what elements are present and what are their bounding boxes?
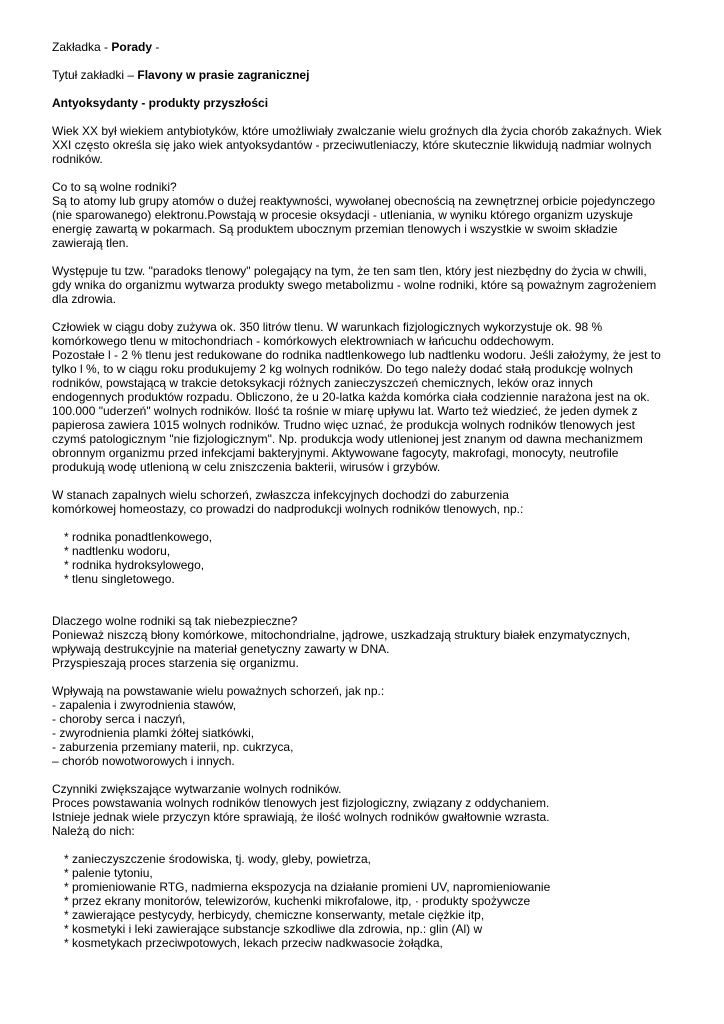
text-line: dla zdrowia. [52, 292, 117, 306]
intro-paragraph [52, 124, 692, 166]
title-line [52, 68, 692, 82]
text-line: papierosa zawiera 1015 wolnych rodników. Trudno więc uznać, że produkcja wolnych rodników tlenowych jest [52, 418, 635, 432]
text-line: obronnym organizmu przed infekcjami bakteryjnymi. Aktywowane fagocyty, makrofagi, monocyty, neutrofile [52, 446, 619, 460]
title-prefix: Tytuł zakładki – [52, 68, 138, 82]
text-line: wpływają destrukcyjnie na materiał genetyczny zawarty w DNA. [52, 642, 390, 656]
tab-prefix: Zakładka - [52, 40, 112, 54]
text-line: Wpływają na powstawanie wielu poważnych schorzeń, jak np.: [52, 684, 385, 698]
list-item: * tlenu singletowego. [64, 572, 175, 586]
list-item: * palenie tytoniu, [64, 866, 153, 880]
text-line: rodników. [52, 152, 103, 166]
list-item: - zwyrodnienia plamki żółtej siatkówki, [52, 726, 255, 740]
text-line: Są to atomy lub grupy atomów o dużej reaktywności, wywołanej obecnością na zewnętrznej orbicie pojedynczego [52, 194, 655, 208]
document-page [52, 40, 692, 950]
text-line: komórkowego tlenu w mitochondriach - komórkowych elektrowniach w łańcuchu oddechowym. [52, 334, 555, 348]
tab-suffix: - [152, 40, 160, 54]
paradox-paragraph [52, 264, 692, 306]
text-line: Należą do nich: [52, 824, 135, 838]
text-line: zawierają tlen. [52, 236, 129, 250]
text-line: tylko l %, to w ciągu roku produkujemy 2 kg wolnych rodników. Do tego należy dodać stałą produkcję wolnych [52, 362, 633, 376]
text-line: (nie sparowanego) elektronu.Powstają w procesie oksydacji - utleniania, w wyniku którego organizm uzyskuje [52, 208, 633, 222]
text-line: Wiek XX był wiekiem antybiotyków, które umożliwiały zwalczanie wielu groźnych dla życia chorób zakaźnych. Wiek [52, 124, 662, 138]
list-item: * rodnika ponadtlenkowego, [64, 530, 213, 544]
text-line: Występuje tu tzw. "paradoks tlenowy" polegający na tym, że ten sam tlen, który jest niezbędny do życia w chwili, [52, 264, 647, 278]
text-line: produkują wodę utlenioną w celu zniszczenia bakterii, wirusów i grzybów. [52, 460, 441, 474]
list-item: - zapalenia i zwyrodnienia stawów, [52, 698, 237, 712]
list-item: * zanieczyszczenie środowiska, tj. wody, gleby, powietrza, [64, 852, 372, 866]
section-heading: Antyoksydanty - produkty przyszłości [52, 96, 269, 110]
text-line: Proces powstawania wolnych rodników tlenowych jest fizjologiczny, związany z oddychaniem. [52, 796, 550, 810]
list-item: - choroby serca i naczyń, [52, 712, 186, 726]
text-line: rodników, powstającą w trakcie detoksykacji różnych zanieczyszczeń chemicznych, leków oraz innych [52, 376, 593, 390]
list-item: – chorób nowotworowych i innych. [52, 754, 235, 768]
text-line: W stanach zapalnych wielu schorzeń, zwłaszcza infekcyjnych dochodzi do zaburzenia [52, 488, 509, 502]
text-line: Ponieważ niszczą błony komórkowe, mitochondrialne, jądrowe, uszkadzają struktury białek enzymatycznych, [52, 628, 631, 642]
text-line: Przyspieszają proces starzenia się organizmu. [52, 656, 299, 670]
tab-line [52, 40, 692, 54]
list-item: - zaburzenia przemiany materii, np. cukrzyca, [52, 740, 294, 754]
text-line: czymś patologicznym "nie fizjologicznym". Np. produkcja wody utlenionej jest znanym od dawna mechanizmem [52, 432, 643, 446]
list-item: * kosmetyki i leki zawierające substancje szkodliwe dla zdrowia, np.: glin (Al) w [64, 922, 483, 936]
text-line: Dlaczego wolne rodniki są tak niebezpieczne? [52, 614, 298, 628]
why-dangerous-paragraph [52, 614, 692, 670]
text-line: Czynniki zwiększające wytwarzanie wolnych rodników. [52, 782, 342, 796]
text-line: energię zawartą w pokarmach. Są produktem ubocznym przemian tlenowych i wszystkie w swoim składzie [52, 222, 618, 236]
list-item: * przez ekrany monitorów, telewizorów, kuchenki mikrofalowe, itp, · produkty spożywcze [64, 894, 531, 908]
inflammation-paragraph [52, 488, 692, 516]
text-line: Co to są wolne rodniki? [52, 180, 177, 194]
tab-name: Porady [111, 40, 153, 54]
list-item: * zawierające pestycydy, herbicydy, chemiczne konserwanty, metale ciężkie itp, [64, 908, 485, 922]
list-item: * nadtlenku wodoru, [64, 544, 171, 558]
oxygen-paragraph [52, 320, 692, 474]
document-title: Flavony w prasie zagranicznej [137, 68, 310, 82]
text-line: 100.000 "uderzeń" wolnych rodników. Ilość ta rośnie w miarę upływu lat. Warto też wiedzieć, że jeden dymek z [52, 404, 638, 418]
text-line: Człowiek w ciągu doby zużywa ok. 350 litrów tlenu. W warunkach fizjologicznych wykorzystuje ok. 98 % [52, 320, 603, 334]
what-are-paragraph [52, 180, 692, 250]
list-item: * kosmetykach przeciwpotowych, lekach przeciw nadkwasocie żołądka, [64, 936, 443, 950]
text-line: komórkowej homeostazy, co prowadzi do nadprodukcji wolnych rodników tlenowych, np.: [52, 502, 524, 516]
text-line: Pozostałe l - 2 % tlenu jest redukowane do rodnika nadtlenkowego lub nadtlenku wodoru. Jeśli założymy, że jest to [52, 348, 661, 362]
text-line: endogennych produktów rozpadu. Obliczono, że u 20-latka każda komórka ciała codziennie narażona jest na ok. [52, 390, 650, 404]
list-item: * rodnika hydroksylowego, [64, 558, 205, 572]
text-line: Istnieje jednak wiele przyczyn które sprawiają, że ilość wolnych rodników gwałtownie wzrasta. [52, 810, 550, 824]
radicals-list [52, 530, 692, 586]
text-line: gdy wnika do organizmu wytwarza produkty swego metabolizmu - wolne rodniki, które są poważnym zagrożeniem [52, 278, 657, 292]
factors-list [52, 852, 692, 950]
list-item: * promieniowanie RTG, nadmierna ekspozycja na działanie promieni UV, napromieniowanie [64, 880, 551, 894]
factors-paragraph [52, 782, 692, 838]
diseases-paragraph [52, 684, 692, 768]
text-line: XXI często określa się jako wiek antyoksydantów - przeciwutleniaczy, które skutecznie likwidują nadmiar wolnych [52, 138, 652, 152]
